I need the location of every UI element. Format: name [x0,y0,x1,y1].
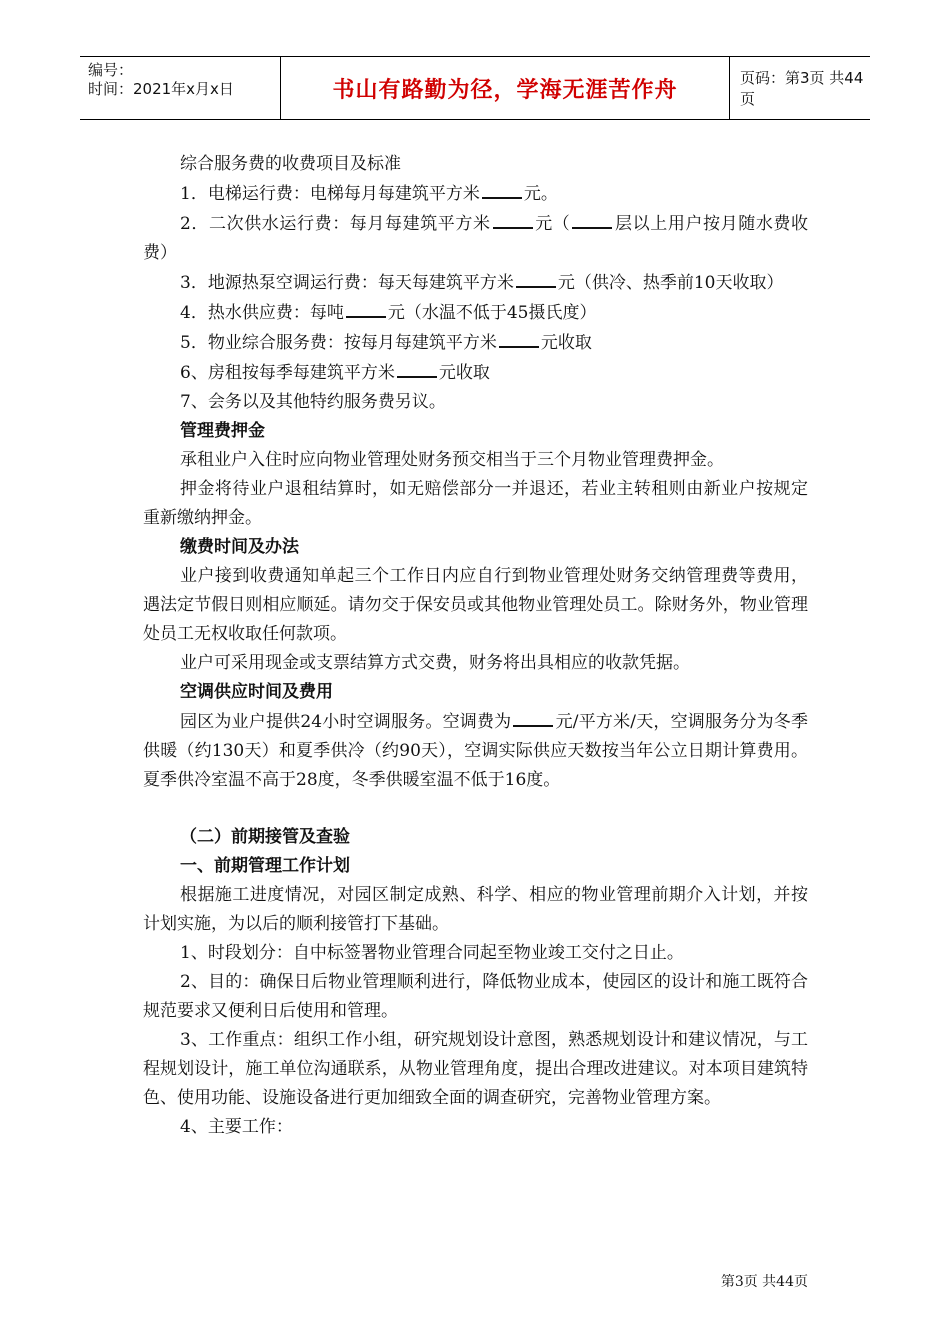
section-2-subheading: 一、前期管理工作计划 [180,856,350,876]
section-2-paragraph-3: 2、目的：确保日后物业管理顺利进行，降低物业成本，使园区的设计和施工既符合规范要求又便利日后使用和管理。 [143,972,808,1021]
fees-title: 综合服务费的收费项目及标准 [180,154,401,174]
code-label: 编号： [88,61,134,79]
document-body [143,150,808,1142]
fee-item-7: 7、会务以及其他特约服务费另议。 [180,392,446,412]
fill-blank [513,707,553,727]
header-page-info: 页码：第3页 共44页 [740,69,864,108]
ac-paragraph: 园区为业户提供24小时空调服务。空调费为 元/平方米/天，空调服务分为冬季供暖（约130天）和夏季供冷（约90天），空调实际供应天数按当年公立日期计算费用。夏季供冷室温不高于28度，冬季供暖室温不低于16度。 [143,707,808,795]
section-2-heading: （二）前期接管及查验 [180,827,350,847]
fill-blank [493,209,533,229]
fill-blank [516,268,556,288]
section-2-paragraph-5: 4、主要工作： [180,1117,293,1137]
fill-blank [482,179,522,199]
fill-blank [346,298,386,318]
header-motto: 书山有路勤为径，学海无涯苦作舟 [280,57,730,119]
payment-paragraph-2: 业户可采用现金或支票结算方式交费，财务将出具相应的收款凭据。 [180,653,690,673]
deposit-heading: 管理费押金 [180,421,265,441]
fill-blank [499,328,539,348]
fill-blank [397,358,437,378]
page-header [80,56,870,120]
payment-heading: 缴费时间及办法 [180,537,299,557]
ac-heading: 空调供应时间及费用 [180,682,333,702]
deposit-paragraph-1: 承租业户入住时应向物业管理处财务预交相当于三个月物业管理费押金。 [180,450,724,470]
fee-item-2: 2．二次供水运行费：每月每建筑平方米 元（ 层以上用户按月随水费收费） [143,209,808,268]
section-2-paragraph-2: 1、时段划分：自中标签署物业管理合同起至物业竣工交付之日止。 [180,943,684,963]
payment-paragraph-1: 业户接到收费通知单起三个工作日内应自行到物业管理处财务交纳管理费等费用，遇法定节假日则相应顺延。请勿交于保安员或其他物业管理处员工。除财务外，物业管理处员工无权收取任何款项。 [143,566,808,644]
fee-item-1: 1．电梯运行费：电梯每月每建筑平方米 元。 [143,179,808,209]
section-2-paragraph-4: 3、工作重点：组织工作小组，研究规划设计意图，熟悉规划设计和建议情况，与工程规划设计，施工单位沟通联系，从物业管理角度，提出合理改进建议。对本项目建筑特色、使用功能、设施设备进行更加细致全面的调查研究，完善物业管理方案。 [143,1030,808,1108]
page-footer: 第3页 共44页 [720,1274,808,1290]
fee-item-3: 3．地源热泵空调运行费：每天每建筑平方米 元（供冷、热季前10天收取） [143,268,808,298]
fill-blank [572,209,612,229]
header-meta [80,57,280,119]
fee-item-5: 5．物业综合服务费：按每月每建筑平方米 元收取 [143,328,808,358]
fee-item-6: 6、房租按每季每建筑平方米 元收取 [143,358,808,388]
fee-item-4: 4．热水供应费：每吨 元（水温不低于45摄氏度） [143,298,808,328]
deposit-paragraph-2: 押金将待业户退租结算时，如无赔偿部分一并退还，若业主转租则由新业户按规定重新缴纳押金。 [143,479,808,528]
section-2-paragraph-1: 根据施工进度情况，对园区制定成熟、科学、相应的物业管理前期介入计划，并按计划实施，为以后的顺利接管打下基础。 [143,885,808,934]
time-label: 时间：2021年x月x日 [88,80,234,98]
